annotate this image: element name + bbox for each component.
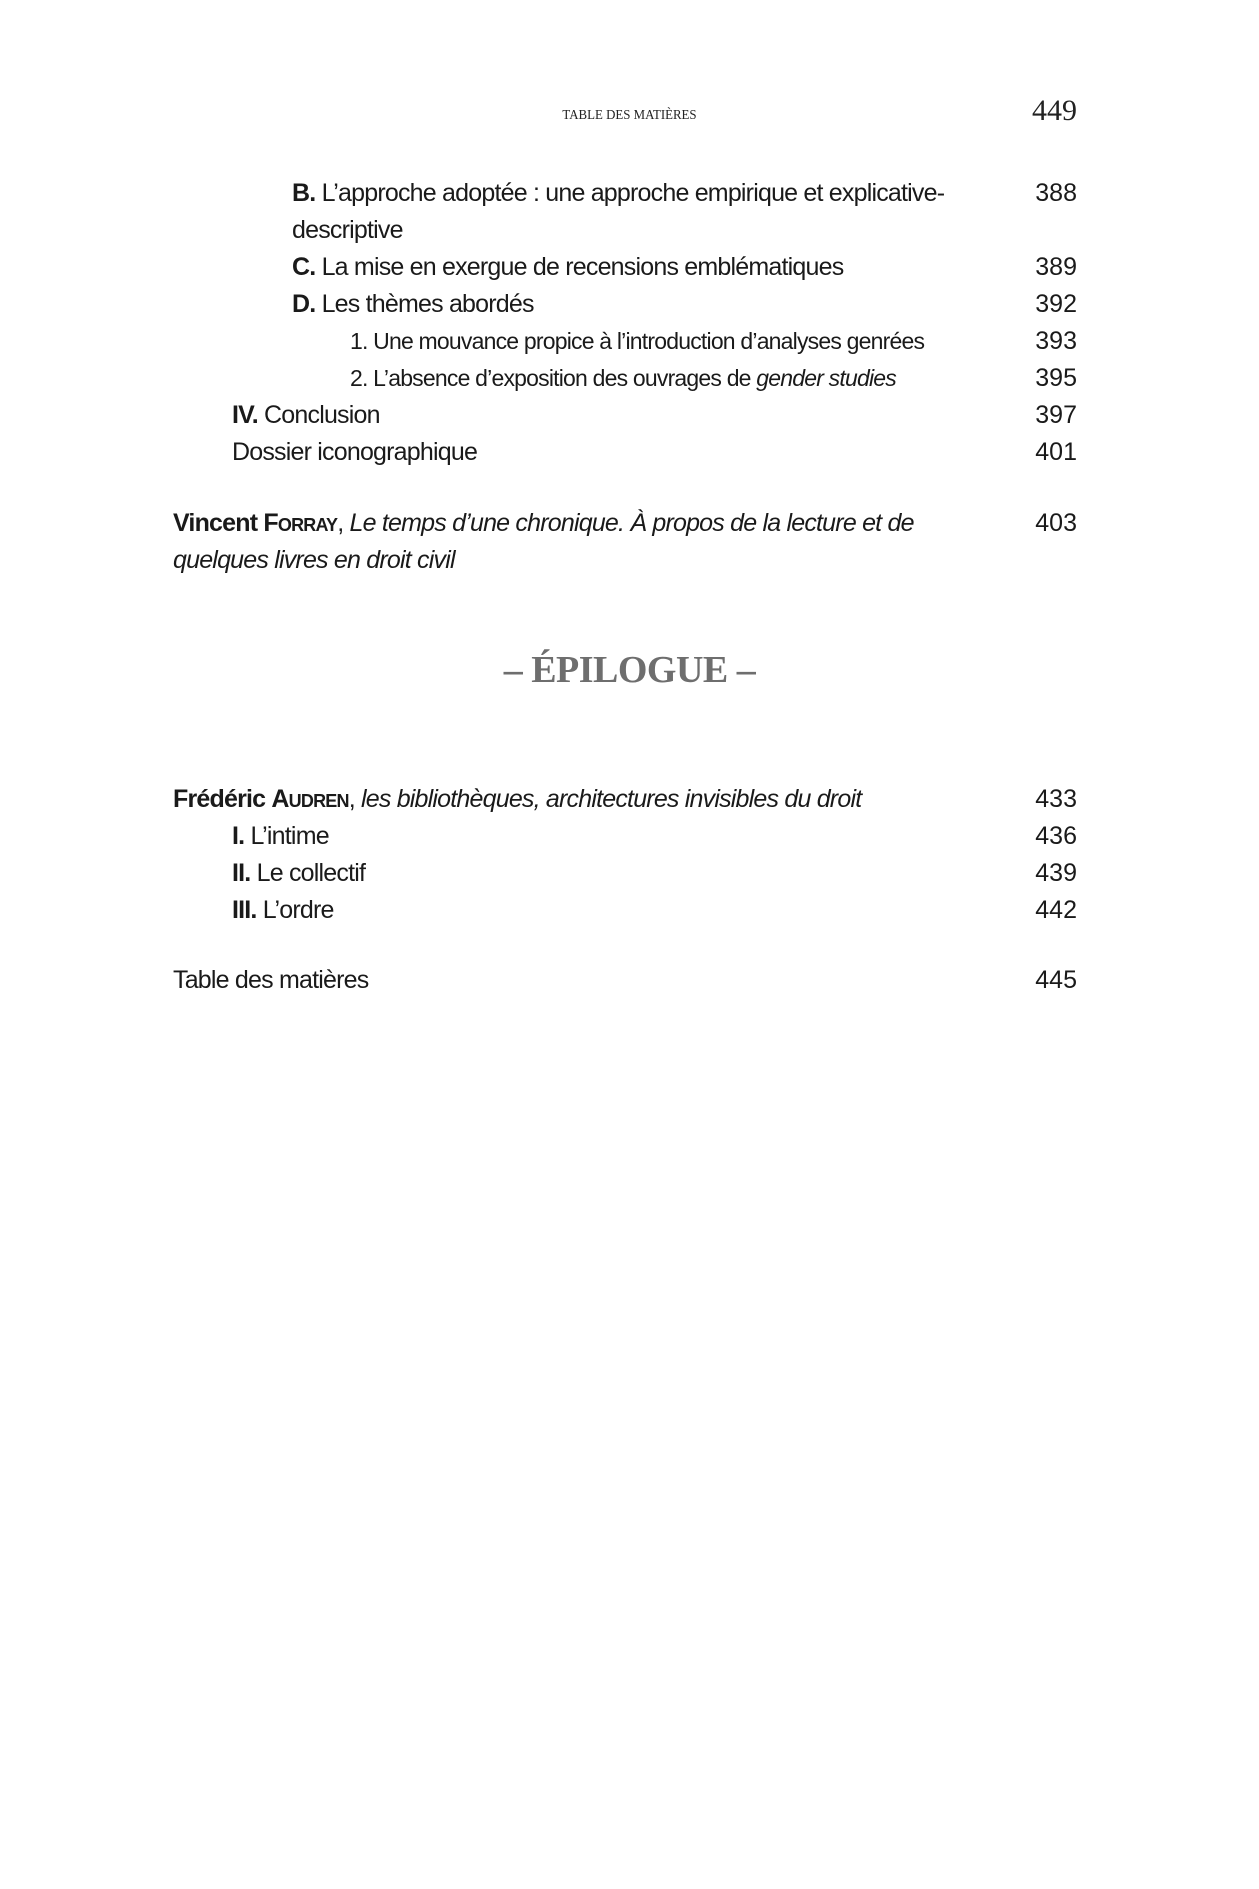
author-first-name: Frédéric <box>173 785 266 813</box>
entry-page: 397 <box>1035 401 1077 429</box>
entry-text: Le collectif <box>256 859 366 887</box>
entry-text: Table des matières <box>173 966 369 994</box>
entry-text: 2. L’absence d’exposition des ouvrages de <box>350 365 757 391</box>
article-title: Le temps d’une chronique. À propos de la lecture et de <box>349 509 914 537</box>
entry-text: Dossier iconographique <box>232 438 478 466</box>
entry-page: 388 <box>1035 179 1077 207</box>
author-first-name: Vincent <box>173 509 258 537</box>
entry-marker: IV. <box>232 401 258 429</box>
entry-page: 393 <box>1035 327 1077 355</box>
article-title: quelques livres en droit civil <box>173 546 455 574</box>
entry-text: L’intime <box>250 822 329 850</box>
entry-marker: D. <box>292 290 316 318</box>
entry-italic-text: gender studies <box>756 365 896 391</box>
entry-text: L’approche adoptée : une approche empirique et explicative- <box>321 179 945 207</box>
entry-page: 436 <box>1035 822 1077 850</box>
entry-page: 445 <box>1035 966 1077 994</box>
entry-page: 401 <box>1035 438 1077 466</box>
section-title-epilogue: – ÉPILOGUE – <box>503 649 756 691</box>
entry-page: 442 <box>1035 896 1077 924</box>
running-head: TABLE DES MATIÈRES <box>562 108 697 123</box>
article-title: les bibliothèques, architectures invisibles du droit <box>360 785 862 813</box>
entry-text: 1. Une mouvance propice à l’introduction d’analyses genrées <box>350 328 925 354</box>
entry-page: 439 <box>1035 859 1077 887</box>
entry-text: La mise en exergue de recensions emblématiques <box>321 253 844 281</box>
entry-text: descriptive <box>292 216 403 244</box>
entry-marker: I. <box>232 822 245 850</box>
entry-page: 392 <box>1035 290 1077 318</box>
author-last-name: Forray <box>263 509 338 537</box>
entry-marker: III. <box>232 896 257 924</box>
entry-page: 433 <box>1035 785 1077 813</box>
entry-text: L’ordre <box>262 896 334 924</box>
entry-marker: C. <box>292 253 316 281</box>
entry-page: 403 <box>1035 509 1077 537</box>
author-last-name: Audren <box>271 785 349 813</box>
entry-marker: B. <box>292 179 316 207</box>
entry-marker: II. <box>232 859 251 887</box>
entry-page: 395 <box>1035 364 1077 392</box>
entry-page: 389 <box>1035 253 1077 281</box>
entry-text: Les thèmes abordés <box>321 290 534 318</box>
entry-text: Conclusion <box>264 401 380 429</box>
page-number: 449 <box>1032 94 1077 127</box>
